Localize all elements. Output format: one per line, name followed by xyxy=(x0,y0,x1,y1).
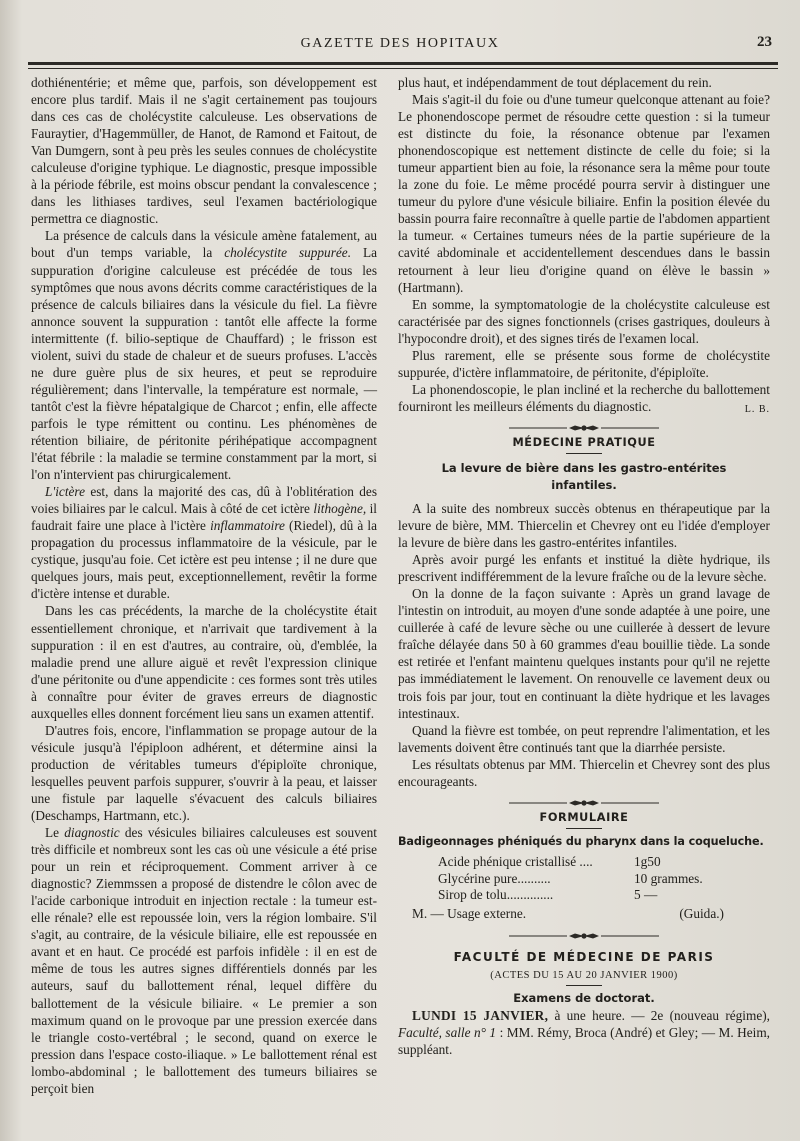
exam-day: LUNDI 15 JANVIER, xyxy=(412,1008,549,1024)
paragraph: En somme, la symptomatologie de la cholécystite calculeuse est caractérisée par des signes fonctionnels (crises gastriques, douleurs à l'hypocondre droit), et des signes tirés de l'examen local. xyxy=(398,296,770,346)
paragraph: On la donne de la façon suivante : Après un grand lavage de l'intestin on introduit, au moyen d'une sonde adaptée à une poire, une cuillerée à café de levure sèche ou une cuillerée à dessert de levure fraîche délayée dans 50 à 60 grammes d'eau bouillie tiède. La sonde est retirée et l'enfant maintenu quelques instants pour qu'il ne rejette pas immédiatement le lavement. On renouvelle ce lavement deux ou trois fois par jour, tout en continuant la diète hydrique et les lavages intestinaux. xyxy=(398,586,770,721)
paragraph: Mais s'agit-il du foie ou d'une tumeur quelconque attenant au foie? Le phonendoscope permet de résoudre cette question : si la tumeur est distincte du foie, la résonance obtenue par l'examen phonendoscopique est nettement distincte de celle du foie; si la tumeur appartient bien au foie, la résonance sera la même pour toute la zone du foie. Le même procédé pourra servir à distinguer une tumeur du pylore d'une vésicule biliaire. Enfin la position élevée du bassin pourra faire reconnaître à quelle partie de l'abdomen appartient la tumeur. « Certaines tumeurs nées de la partie supérieure de la cavité abdominale et accidentellement descendues dans le bassin retournent à leur lieu d'origine quand on élève le bassin » (Hartmann). xyxy=(398,92,770,295)
formula-title: Badigeonnages phéniqués du pharynx dans la coqueluche. xyxy=(398,834,764,848)
paragraph: D'autres fois, encore, l'inflammation se propage autour de la vésicule jusqu'à l'épiploon adhérent, et détermine ainsi la production de véritables tumeurs d'épiploïte chronique, lesquelles peuvent parfois suppurer, s'ouvrir à la peau, et laisser une fistule par laquelle s'évacuent des calculs biliaires (Deschamps, Hartmann, etc.). xyxy=(31,722,377,824)
header-rule-thick xyxy=(28,62,778,65)
emphasis: cholécystite suppurée. xyxy=(224,245,352,261)
emphasis: inflammatoire xyxy=(210,518,285,534)
paragraph: dothiénentérie; et même que, parfois, son développement est encore plus tardif. Mais il ne s'agit certainement pas toujours dans ces cas de cholécystite calculeuse. Les observations de Fauraytier, d'Hagemmüller, de Hanot, de Ramond et Faitout, de Van Dumgern, sont à peu près les seules connues de cholécystite calculeuse d'origine typhique. Le diagnostic, presque impossible à la période fébrile, est moins obscur pendant la convalescence ; dans les lithiases tardives, seul l'examen bactériologique permettra ce diagnostic. xyxy=(31,75,377,227)
usage-note: M. — Usage externe. xyxy=(412,905,527,921)
ingredient-name: Glycérine pure.......... xyxy=(438,870,551,886)
section-heading-formulaire: FORMULAIRE xyxy=(539,810,629,824)
left-column xyxy=(31,74,377,1097)
emphasis: L'ictère xyxy=(45,484,86,500)
divider xyxy=(566,828,602,829)
divider xyxy=(566,453,602,454)
running-head xyxy=(0,36,800,56)
paragraph: plus haut, et indépendamment de tout déplacement du rein. xyxy=(398,75,712,90)
paragraph: L'ictère est, dans la majorité des cas, dû à l'oblitération des voies biliaires par le calcul. Mais à côté de cet ictère lithogène, il faudrait faire une place à l'ictère inflammatoire (Riedel), dû à la propagation du processus inflammatoire de la vésicule, par le cystique, jusqu'au foie. Cet ictère est peu intense ; il ne dure que quelques jours, mais peut, exceptionnellement, revêtir la forme d'ictère intense et durable. xyxy=(31,484,378,602)
paragraph: Les résultats obtenus par MM. Thiercelin et Chevrey sont des plus encourageants. xyxy=(398,756,770,789)
paragraph: Après avoir purgé les enfants et institué la diète hydrique, ils prescrivent indifféremment de la levure fraîche ou de la levure sèche. xyxy=(398,552,770,585)
paragraph: Dans les cas précédents, la marche de la cholécystite était essentiellement chronique, et n'arrivait que tardivement à la suppuration : il en est d'autres, au contraire, où, d'emblée, la maladie prend une allure aiguë et revêt l'expression clinique d'une péritonite ou d'une appendicite : ces formes sont très utiles à connaître pour éviter de graves erreurs de diagnostic auxquelles elles donnent forcément lieu sans un examen attentif. xyxy=(31,603,377,721)
ingredient-amount: 10 grammes. xyxy=(634,870,703,886)
paragraph: Le diagnostic des vésicules biliaires calculeuses est souvent très difficile et nombreux sont les cas où une vésicule a été prise pour un rein et réciproquement. Comment arriver à ce diagnostic? Ziemmssen a proposé de distendre le côlon avec de l'acide carbonique introduit en injection rectale : la tumeur est-elle rénale? elle est repoussée loin, vers la région lombaire. S'il s'agit, au contraire, de la vésicule biliaire, elle est repoussée en avant et en haut. Ce procédé est parfois infidèle : il en est de même de tous les autres signes différentiels donnés par les auteurs, sauf du ballottement rénal, lequel diffère du ballottement de la vésicule biliaire. « Le premier a son maximum quand on le provoque par une pression exercée dans le triangle costo-vertébral ; le second, quand on exerce le pression dans l'espace costo-iliaque. » Le ballottement rénal est lombo-abdominal ; le ballottement des tumeurs biliaires se perçoit bien xyxy=(31,825,378,1096)
paragraph: La phonendoscopie, le plan incliné et la recherche du ballottement fourniront les meilleurs éléments du diagnostic. L. B. xyxy=(398,381,770,415)
formula-ingredient xyxy=(438,886,770,903)
article-title: La levure de bière dans les gastro-entérites infantiles. xyxy=(441,460,727,492)
ornament-rule xyxy=(398,794,770,806)
ingredient-name: Acide phénique cristallisé .... xyxy=(438,853,593,869)
paragraph: La présence de calculs dans la vésicule amène fatalement, au bout d'un temps variable, la cholécystite suppurée. La suppuration d'origine calculeuse est précédée de tous les symptômes que nous avons décrits comme caractéristiques de la présence de calculs biliaires dans la vésicule du fiel. La fièvre annonce souvent la suppuration : tantôt elle affecte la forme intermittente (f. bilio-septique de Chauffard) ; le frisson est violent, suivi du stade de chaleur et de sueurs profuses. L'accès ne dure guère plus de six heures, et peut se reproduire régulièrement; dans l'intervalle, la température est normale, — tantôt c'est la fièvre hépatalgique de Charcot ; enfin, elle affecte parfois le type rémittent ou continu. Les phénomènes de rétention biliaire, de péritonite périhépatique accompagnent l'état fébrile : la maladie se termine constamment par la mort, si l'on n'intervient pas chirurgicalement. xyxy=(31,228,377,483)
exam-schedule: LUNDI 15 JANVIER, à une heure. — 2e (nouveau régime), Faculté, salle n° 1 : MM. Rémy, Broca (André) et Gley; — M. Heim, suppléant. xyxy=(398,1008,770,1058)
ornament-rule xyxy=(398,927,770,939)
paragraph: Plus rarement, elle se présente sous forme de cholécystite suppurée, d'ictère inflammatoire, de péritonite, d'épiploïte. xyxy=(398,347,770,380)
header-rule-thin xyxy=(28,68,778,69)
section-heading-faculte: FACULTÉ DE MÉDECINE DE PARIS xyxy=(453,949,715,964)
paragraph: Quand la fièvre est tombée, on peut reprendre l'alimentation, et les lavements doivent être continués tant que la diarrhée persiste. xyxy=(398,722,770,755)
ingredient-amount: 5 — xyxy=(634,887,658,903)
right-column xyxy=(398,74,770,1058)
formula-source: (Guida.) xyxy=(679,905,724,921)
page-number: 23 xyxy=(757,34,772,50)
emphasis: diagnostic xyxy=(64,825,120,841)
formula-ingredient xyxy=(438,870,770,887)
emphasis: lithogène, xyxy=(313,501,367,517)
ingredient-name: Sirop de tolu.............. xyxy=(438,887,554,903)
paragraph: A la suite des nombreux succès obtenus en thérapeutique par la levure de bière, MM. Thiercelin et Chevrey ont eu l'idée d'employer la levure de bière dans les gastro-entérites infantiles. xyxy=(398,500,770,551)
divider xyxy=(566,985,602,986)
formula-usage xyxy=(398,905,770,923)
journal-title: GAZETTE DES HOPITAUX xyxy=(300,36,500,51)
exam-title: Examens de doctorat. xyxy=(513,991,655,1006)
section-heading-medecine-pratique: MÉDECINE PRATIQUE xyxy=(512,435,656,449)
ingredient-amount: 1g50 xyxy=(634,853,661,869)
formula-ingredient xyxy=(438,853,770,870)
author-signature: L. B. xyxy=(744,403,770,415)
exam-location: Faculté, salle n° 1 xyxy=(398,1025,497,1041)
section-dates: (ACTES DU 15 AU 20 JANVIER 1900) xyxy=(490,969,678,981)
ornament-rule xyxy=(398,419,770,431)
